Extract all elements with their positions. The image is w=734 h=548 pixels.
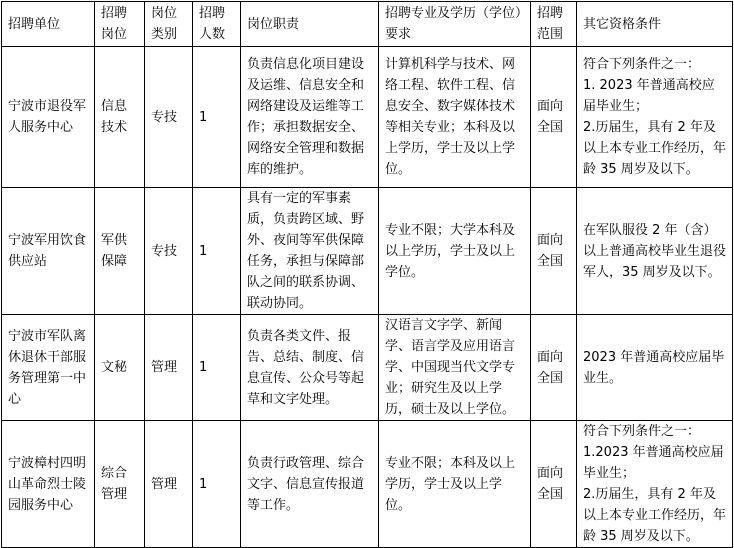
cell-scope: 面向全国: [531, 315, 577, 421]
header-conditions: 其它资格条件: [577, 2, 733, 47]
cell-count: 1: [193, 315, 241, 421]
table-row: [2, 315, 733, 421]
cell-count: 1: [193, 47, 241, 188]
cell-duties: 负责行政管理、综合文字、信息宣传报道等工作。: [241, 421, 379, 548]
header-position: 招聘 岗位: [95, 2, 145, 47]
cell-education: 计算机科学与技术、网络工程、软件工程、信息安全、数字媒体技术等相关专业；本科及以上学历，学士及以上学位。: [379, 47, 531, 188]
cell-category: 专技: [145, 188, 193, 315]
cell-position: 综合管理: [95, 421, 145, 548]
cell-position: 军供保障: [95, 188, 145, 315]
cell-unit: 宁波市退役军人服务中心: [2, 47, 95, 188]
cell-category: 管理: [145, 421, 193, 548]
cell-duties: 负责信息化项目建设及运维、信息安全和网络建设及运维等工作；承担数据安全、网络安全管理和数据库的维护。: [241, 47, 379, 188]
header-count: 招聘 人数: [193, 2, 241, 47]
cell-duties: 具有一定的军事素质，负责跨区域、野外、夜间等军供保障任务，承担与保障部队之间的联系协调、联动协同。: [241, 188, 379, 315]
table-row: [2, 421, 733, 548]
cell-duties: 负责各类文件、报告、总结、制度、信息宣传、公众号等起草和文字处理。: [241, 315, 379, 421]
cell-conditions: 符合下列条件之一： 1.2023 年普通高校应届毕业生； 2.历届生，具有 2 年及以上本专业工作经历，年龄 35 周岁及以下。: [577, 421, 733, 548]
table-row: [2, 188, 733, 315]
cell-category: 管理: [145, 315, 193, 421]
cell-scope: 面向全国: [531, 47, 577, 188]
cell-scope: 面向全国: [531, 421, 577, 548]
cell-unit: 宁波军用饮食供应站: [2, 188, 95, 315]
header-category: 岗位 类别: [145, 2, 193, 47]
table-row: [2, 47, 733, 188]
header-education: 招聘专业及学历（学位）要求: [379, 2, 531, 47]
header-duties: 岗位职责: [241, 2, 379, 47]
cell-conditions: 在军队服役 2 年（含）以上普通高校毕业生退役军人，35 周岁及以下。: [577, 188, 733, 315]
cell-conditions: 2023 年普通高校应届毕业生。: [577, 315, 733, 421]
cell-education: 专业不限；本科及以上学历，学士及以上学位。: [379, 421, 531, 548]
cell-category: 专技: [145, 47, 193, 188]
recruitment-table: [1, 1, 733, 548]
cell-position: 信息技术: [95, 47, 145, 188]
cell-education: 汉语言文字学、新闻学、语言学及应用语言学、中国现当代文学专业；研究生及以上学历，硕士及以上学位。: [379, 315, 531, 421]
header-scope: 招聘 范围: [531, 2, 577, 47]
header-row: [2, 2, 733, 47]
cell-count: 1: [193, 188, 241, 315]
cell-unit: 宁波市军队离休退休干部服务管理第一中心: [2, 315, 95, 421]
cell-position: 文秘: [95, 315, 145, 421]
cell-education: 专业不限；大学本科及以上学历，学士及以上学位。: [379, 188, 531, 315]
cell-scope: 面向全国: [531, 188, 577, 315]
cell-conditions: 符合下列条件之一： 1. 2023 年普通高校应届毕业生； 2.历届生，具有 2 年及以上本专业工作经历，年龄 35 周岁及以下。: [577, 47, 733, 188]
header-unit: 招聘单位: [2, 2, 95, 47]
cell-count: 1: [193, 421, 241, 548]
cell-unit: 宁波樟村四明山革命烈士陵园服务中心: [2, 421, 95, 548]
